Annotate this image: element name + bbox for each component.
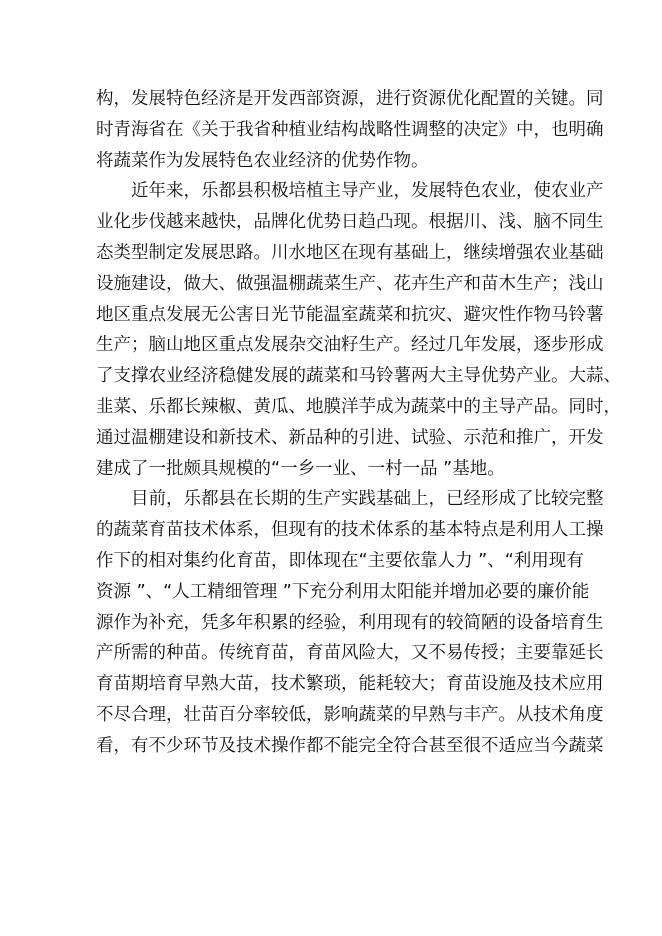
text-line: 构，发展特色经济是开发西部资源，进行资源优化配置的关键。同 bbox=[96, 89, 604, 109]
text-line: 了支撑农业经济稳健发展的蔬菜和马铃薯两大主导优势产业。大蒜、 bbox=[96, 366, 621, 387]
text-line: 作下的相对集约化育苗，即体现在“主要依靠人力 ”、“利用现有 bbox=[96, 550, 584, 571]
text-line: 时青海省在《关于我省种植业结构战略性调整的决定》中，也明确 bbox=[96, 119, 604, 140]
document-body bbox=[96, 84, 621, 762]
paragraph-first-line: 目前，乐都县在长期的生产实践基础上，已经形成了比较完整 bbox=[131, 489, 604, 510]
text-line: 建成了一批颇具规模的“一乡一业、一村一品 ”基地。 bbox=[96, 458, 505, 479]
text-line: 韭菜、乐都长辣椒、黄瓜、地膜洋芋成为蔬菜中的主导产品。同时， bbox=[96, 396, 621, 417]
paragraph-first-line: 近年来，乐都县积极培植主导产业，发展特色农业，使农业产 bbox=[131, 181, 604, 202]
text-line: 将蔬菜作为发展特色农业经济的优势作物。 bbox=[96, 150, 429, 171]
text-line: 不尽合理，壮苗百分率较低，影响蔬菜的早熟与丰产。从技术角度 bbox=[96, 704, 604, 725]
text-line: 地区重点发展无公害日光节能温室蔬菜和抗灾、避灾性作物马铃薯 bbox=[96, 304, 604, 325]
text-line: 资源 ”、“人工精细管理 ”下充分利用太阳能并增加必要的廉价能 bbox=[96, 581, 590, 602]
text-line: 看，有不少环节及技术操作都不能完全符合甚至很不适应当今蔬菜 bbox=[96, 735, 604, 756]
text-line: 源作为补充，凭多年积累的经验，利用现有的较简陋的设备培育生 bbox=[96, 612, 604, 633]
text-line: 育苗期培育早熟大苗，技术繁琐，能耗较大；育苗设施及技术应用 bbox=[96, 674, 604, 695]
text-line: 设施建设，做大、做强温棚蔬菜生产、花卉生产和苗木生产；浅山 bbox=[96, 273, 604, 294]
text-line: 生产；脑山地区重点发展杂交油籽生产。经过几年发展，逐步形成 bbox=[96, 335, 604, 356]
text-line: 的蔬菜育苗技术体系，但现有的技术体系的基本特点是利用人工操 bbox=[96, 520, 604, 541]
text-line: 态类型制定发展思路。川水地区在现有基础上，继续增强农业基础 bbox=[96, 242, 604, 263]
text-line: 业化步伐越来越快，品牌化优势日趋凸现。根据川、浅、脑不同生 bbox=[96, 212, 604, 233]
text-line: 产所需的种苗。传统育苗，育苗风险大，又不易传授；主要靠延长 bbox=[96, 643, 604, 664]
text-line: 通过温棚建设和新技术、新品种的引进、试验、示范和推广，开发 bbox=[96, 427, 604, 448]
